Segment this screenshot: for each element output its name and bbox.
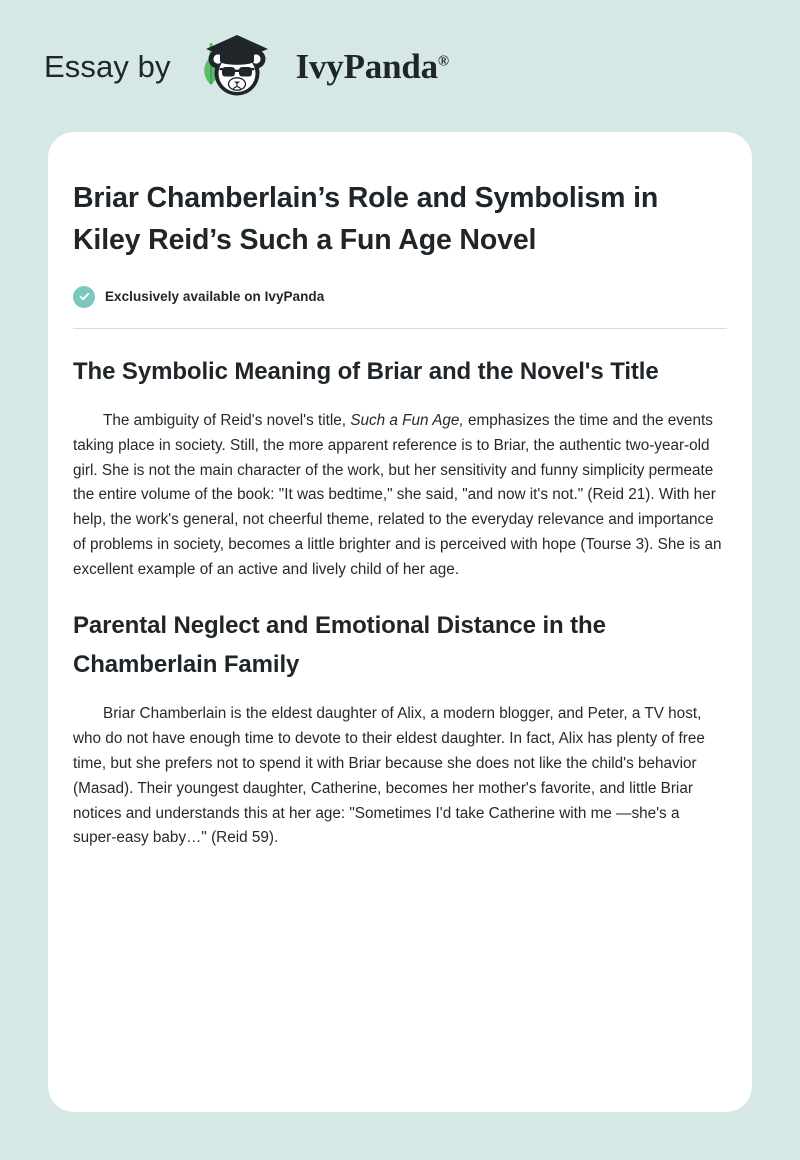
check-circle-icon [73, 286, 95, 308]
header-divider [73, 328, 727, 329]
ivypanda-wordmark [295, 46, 449, 86]
page-title: Briar Chamberlain’s Role and Symbolism in Kiley Reid’s Such a Fun Age Novel [73, 182, 659, 256]
paragraph-2-lead: Briar Chamberlain is the eldest daughter of Alix, a modern blogger, and Peter, a TV host, who do not have enough time to devote to their eldest daughter. In fact, Alix has plenty of free time, but she prefers not to spend it with Briar because she does not like the child's behavior (Masad). Their youngest daughter, Catherine, becomes her mother's favorite, and little Briar notices and understands this at her age: "Sometimes I'd take Catherine with me —she's a super-easy baby…" (Reid 59). [73, 704, 705, 847]
essay-card [48, 132, 752, 1112]
paragraph-1-rest: emphasizes the time and the events taking place in society. Still, the more apparent reference is to Briar, the authentic two-year-old girl. She is not the main character of the work, but her sensitivity and funny simplicity permeate the entire volume of the book: "It was bedtime," she said, "and now it's not." (Reid 21). With her help, the work's general, not cheerful theme, related to the everyday relevance and importance of problems in society, becomes a little brighter and is perceived with hope (Tourse 3). She is an excellent example of an active and lively child of her age. [73, 411, 722, 579]
paragraph-1-italic-title: Such a Fun Age, [350, 411, 464, 429]
paragraph-1-lead: The ambiguity of Reid's novel's title, [103, 411, 351, 429]
exclusive-availability-badge [73, 286, 727, 308]
ivypanda-panda-graduate-logo-icon [189, 33, 285, 99]
brand-name-text: IvyPanda [295, 46, 438, 86]
section-paragraph-2 [73, 702, 727, 852]
essay-by-label: Essay by [44, 48, 171, 84]
registered-mark: ® [437, 52, 449, 69]
section-heading-1: The Symbolic Meaning of Briar and the Novel's Title [73, 357, 659, 385]
section-heading-2: Parental Neglect and Emotional Distance in the Chamberlain Family [73, 612, 606, 678]
site-header [0, 0, 800, 132]
ivypanda-logo[interactable] [189, 33, 449, 99]
section-paragraph-1 [73, 409, 727, 583]
exclusive-availability-label: Exclusively available on IvyPanda [105, 289, 325, 305]
